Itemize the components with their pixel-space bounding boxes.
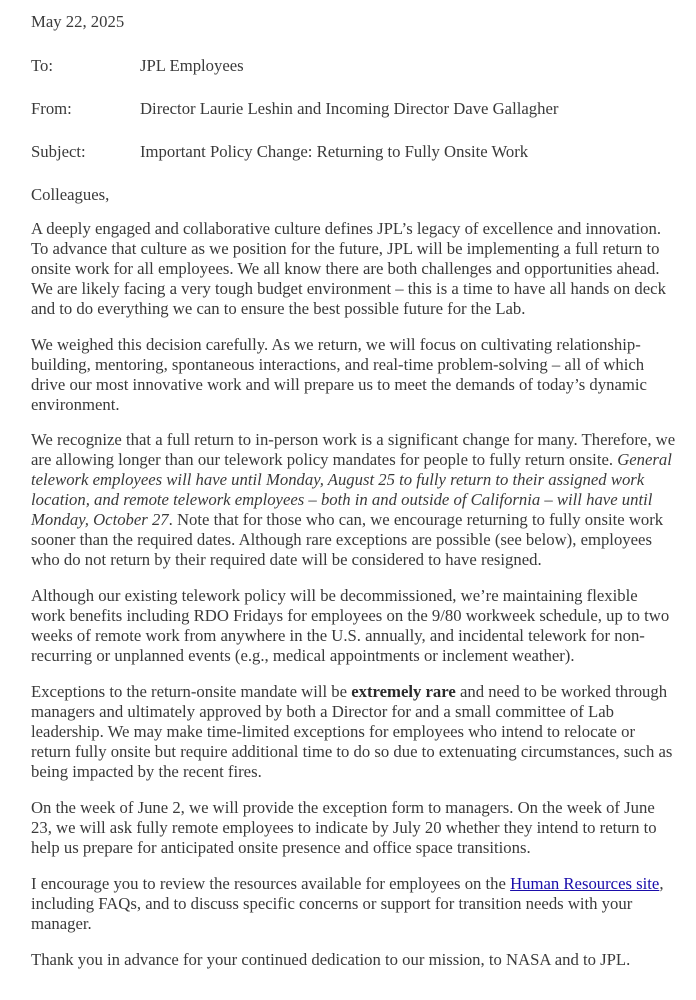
memo-subject-value: Important Policy Change: Returning to Fully Onsite Work	[140, 142, 529, 161]
paragraph-exception-schedule: On the week of June 2, we will provide the exception form to managers. On the week of June 23, we will ask fully remote employees to indicate by July 20 whether they intend to return to help us prepare for anticipated onsite presence and office space transitions.	[31, 798, 657, 857]
memo-to-row	[31, 56, 674, 76]
paragraph-closing: Thank you in advance for your continued dedication to our mission, to NASA and to JPL.	[31, 950, 631, 969]
memo-to-label: To:	[31, 56, 54, 75]
paragraph-return-timeline-intro: We recognize that a full return to in-person work is a significant change for many. Therefore, we are allowing longer than our telework policy mandates for people to fully return onsite.	[31, 430, 676, 469]
memo-body	[31, 219, 676, 986]
memo-subject-label: Subject:	[31, 142, 86, 161]
memo-from-value: Director Laurie Leshin and Incoming Director Dave Gallagher	[140, 99, 559, 118]
paragraph-resources-rest: , including FAQs, and to discuss specific concerns or support for transition needs with your manager.	[31, 874, 664, 933]
paragraph-exceptions-intro: Exceptions to the return-onsite mandate will be	[31, 682, 352, 701]
paragraph-resources-intro: I encourage you to review the resources available for employees on the	[31, 874, 511, 893]
paragraph-resources	[31, 874, 676, 934]
paragraph-exceptions-rest: and need to be worked through managers and ultimately approved by both a Director for and a small committee of Lab leadership. We may make time-limited exceptions for employees who intend to relocate or return fully onsite but require additional time to do so due to extenuating circumstances, such as being impacted by the recent fires.	[31, 682, 673, 781]
paragraph-return-timeline-rest: . Note that for those who can, we encourage returning to fully onsite work sooner than the required dates. Although rare exceptions are possible (see below), employees who do not return by their required date will be considered to have resigned.	[31, 510, 664, 569]
memo-salutation: Colleagues,	[31, 185, 110, 204]
extremely-rare-emphasis: extremely rare	[351, 682, 456, 701]
paragraph-flexible-benefits: Although our existing telework policy will be decommissioned, we’re maintaining flexible work benefits including RDO Fridays for employees on the 9/80 workweek schedule, up to two weeks of remote work from anywhere in the U.S. annually, and incidental telework for non-recurring or unplanned events (e.g., medical appointments or inclement weather).	[31, 586, 670, 665]
paragraph-return-timeline	[31, 430, 676, 570]
memo-subject-row	[31, 142, 674, 162]
paragraph-culture: A deeply engaged and collaborative culture defines JPL’s legacy of excellence and innovation. To advance that culture as we position for the future, JPL will be implementing a full return to onsite work for all employees. We all know there are both challenges and opportunities ahead. We are likely facing a very tough budget environment – this is a time to have all hands on deck and to do everything we can to ensure the best possible future for the Lab.	[31, 219, 666, 318]
return-deadlines-emphasis: General telework employees will have until Monday, August 25 to fully return to their assigned work location, and remote telework employees – both in and outside of California – will have until Monday, October 27	[31, 450, 672, 529]
memo-from-label: From:	[31, 99, 72, 118]
memo-to-value: JPL Employees	[140, 56, 244, 75]
memo-date: May 22, 2025	[31, 12, 125, 31]
paragraph-decision: We weighed this decision carefully. As we return, we will focus on cultivating relationship-building, mentoring, spontaneous interactions, and real-time problem-solving – all of which drive our most innovative work and will prepare us to meet the demands of today’s dynamic environment.	[31, 335, 647, 414]
human-resources-site-link[interactable]: Human Resources site	[510, 874, 660, 893]
memo-from-row	[31, 99, 674, 119]
paragraph-exceptions	[31, 682, 676, 782]
